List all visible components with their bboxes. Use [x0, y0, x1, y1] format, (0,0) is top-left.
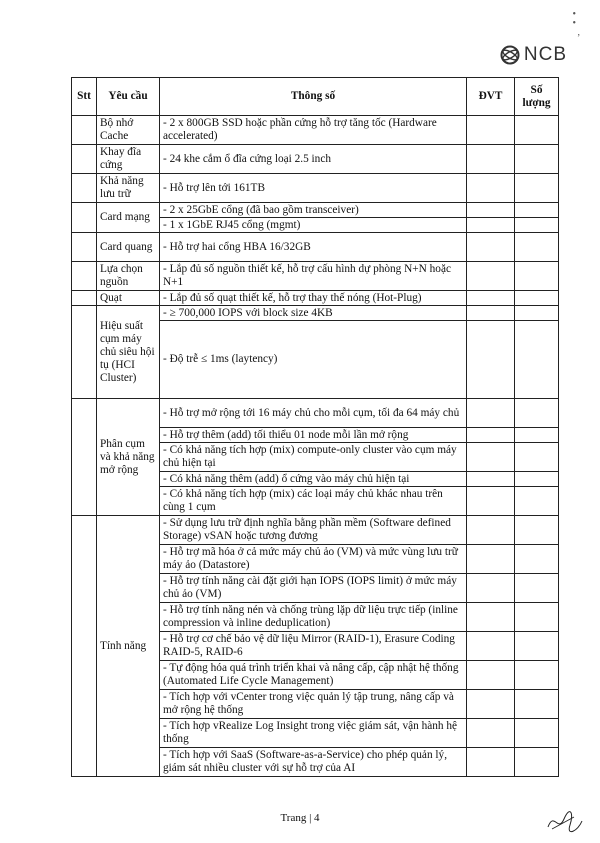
stt-cell: [72, 203, 97, 233]
scan-marks: • • ,: [572, 9, 580, 38]
unit-cell: [467, 632, 515, 661]
header-qty: Số lượng: [515, 78, 559, 116]
unit-cell: [467, 603, 515, 632]
spec-cell: - Hỗ trợ mở rộng tới 16 máy chủ cho mỗi cụm, tối đa 64 máy chủ: [160, 399, 467, 428]
spec-cell: - 2 x 25GbE cổng (đã bao gồm transceiver): [160, 203, 467, 218]
spec-cell: - Hỗ trợ tính năng cài đặt giới hạn IOPS (IOPS limit) ở mức máy chủ ảo (VM): [160, 574, 467, 603]
page-footer: Trang | 4: [280, 812, 320, 824]
spec-cell: - Tích hợp với SaaS (Software-as-a-Service) cho phép quản lý, giám sát nhiều cluster với sự hỗ trợ của AI: [160, 748, 467, 777]
table-row: [72, 262, 559, 291]
spec-cell: - Hỗ trợ mã hóa ở cả mức máy chủ ảo (VM) và mức vùng lưu trữ máy ảo (Datastore): [160, 545, 467, 574]
spec-cell: - Hỗ trợ cơ chế bảo vệ dữ liệu Mirror (RAID-1), Erasure Coding RAID-5, RAID-6: [160, 632, 467, 661]
unit-cell: [467, 174, 515, 203]
unit-cell: [467, 661, 515, 690]
header-requirement: Yêu cầu: [97, 78, 160, 116]
table-row: [72, 233, 559, 262]
qty-cell: [515, 428, 559, 443]
unit-cell: [467, 116, 515, 145]
stt-cell: [72, 291, 97, 306]
spec-cell: - 1 x 1GbE RJ45 cổng (mgmt): [160, 218, 467, 233]
header-unit: ĐVT: [467, 78, 515, 116]
table-row: [72, 516, 559, 545]
qty-cell: [515, 321, 559, 399]
qty-cell: [515, 487, 559, 516]
stt-cell: [72, 306, 97, 399]
requirement-cell: Khả năng lưu trữ: [97, 174, 160, 203]
table-row: [72, 399, 559, 428]
unit-cell: [467, 574, 515, 603]
unit-cell: [467, 748, 515, 777]
qty-cell: [515, 603, 559, 632]
spec-table-body: [72, 116, 559, 777]
requirement-cell: Quạt: [97, 291, 160, 306]
table-row: [72, 291, 559, 306]
spec-cell: - Hỗ trợ lên tới 161TB: [160, 174, 467, 203]
spec-cell: - Lắp đủ số quạt thiết kế, hỗ trợ thay thế nóng (Hot-Plug): [160, 291, 467, 306]
unit-cell: [467, 399, 515, 428]
stt-cell: [72, 399, 97, 516]
stt-cell: [72, 174, 97, 203]
requirement-cell: Khay đĩa cứng: [97, 145, 160, 174]
qty-cell: [515, 545, 559, 574]
qty-cell: [515, 690, 559, 719]
unit-cell: [467, 262, 515, 291]
requirement-cell: Card mạng: [97, 203, 160, 233]
table-row: [72, 116, 559, 145]
unit-cell: [467, 306, 515, 321]
requirement-cell: Card quang: [97, 233, 160, 262]
ncb-logo: [500, 44, 567, 66]
spec-cell: - Có khả năng thêm (add) ổ cứng vào máy chủ hiện tại: [160, 472, 467, 487]
unit-cell: [467, 719, 515, 748]
unit-cell: [467, 545, 515, 574]
unit-cell: [467, 218, 515, 233]
unit-cell: [467, 690, 515, 719]
qty-cell: [515, 218, 559, 233]
qty-cell: [515, 233, 559, 262]
qty-cell: [515, 116, 559, 145]
unit-cell: [467, 203, 515, 218]
qty-cell: [515, 306, 559, 321]
requirement-cell: Phân cụm và khả năng mở rộng: [97, 399, 160, 516]
spec-cell: - Tự động hóa quá trình triển khai và nâng cấp, cập nhật hệ thống (Automated Life Cycle Management): [160, 661, 467, 690]
spec-cell: - Tích hợp vRealize Log Insight trong việc giám sát, vận hành hệ thống: [160, 719, 467, 748]
requirement-cell: Lựa chọn nguồn: [97, 262, 160, 291]
qty-cell: [515, 472, 559, 487]
qty-cell: [515, 399, 559, 428]
logo-text: NCB: [523, 44, 567, 65]
qty-cell: [515, 291, 559, 306]
header-stt: Stt: [72, 78, 97, 116]
stt-cell: [72, 233, 97, 262]
unit-cell: [467, 233, 515, 262]
requirement-cell: Tính năng: [97, 516, 160, 777]
qty-cell: [515, 574, 559, 603]
qty-cell: [515, 174, 559, 203]
spec-cell: - Có khả năng tích hợp (mix) compute-only cluster vào cụm máy chủ hiện tại: [160, 443, 467, 472]
spec-cell: - Độ trễ ≤ 1ms (laytency): [160, 321, 467, 399]
unit-cell: [467, 487, 515, 516]
requirement-cell: Bộ nhớ Cache: [97, 116, 160, 145]
header-spec: Thông số: [160, 78, 467, 116]
table-header-row: [72, 78, 559, 116]
spec-cell: - Lắp đủ số nguồn thiết kế, hỗ trợ cấu hình dự phòng N+N hoặc N+1: [160, 262, 467, 291]
qty-cell: [515, 719, 559, 748]
stt-cell: [72, 145, 97, 174]
qty-cell: [515, 632, 559, 661]
qty-cell: [515, 145, 559, 174]
spec-cell: - Sử dụng lưu trữ định nghĩa bằng phần mềm (Software defined Storage) vSAN hoặc tương đương: [160, 516, 467, 545]
ncb-logo-icon: [500, 45, 520, 65]
qty-cell: [515, 443, 559, 472]
unit-cell: [467, 516, 515, 545]
stt-cell: [72, 116, 97, 145]
qty-cell: [515, 661, 559, 690]
spec-cell: - 2 x 800GB SSD hoặc phần cứng hỗ trợ tăng tốc (Hardware accelerated): [160, 116, 467, 145]
spec-cell: - Hỗ trợ thêm (add) tối thiểu 01 node mỗi lần mở rộng: [160, 428, 467, 443]
spec-cell: - Hỗ trợ hai cổng HBA 16/32GB: [160, 233, 467, 262]
table-row: [72, 174, 559, 203]
unit-cell: [467, 321, 515, 399]
unit-cell: [467, 291, 515, 306]
spec-cell: - Có khả năng tích hợp (mix) các loại máy chủ khác nhau trên cùng 1 cụm: [160, 487, 467, 516]
table-row: [72, 203, 559, 218]
unit-cell: [467, 443, 515, 472]
qty-cell: [515, 516, 559, 545]
qty-cell: [515, 203, 559, 218]
stt-cell: [72, 516, 97, 777]
qty-cell: [515, 262, 559, 291]
table-row: [72, 306, 559, 321]
spec-cell: - Hỗ trợ tính năng nén và chống trùng lặp dữ liệu trực tiếp (inline compression và inline deduplication): [160, 603, 467, 632]
signature-mark: [544, 807, 584, 835]
table-row: [72, 145, 559, 174]
spec-cell: - ≥ 700,000 IOPS với block size 4KB: [160, 306, 467, 321]
stt-cell: [72, 262, 97, 291]
spec-cell: - 24 khe cắm ổ đĩa cứng loại 2.5 inch: [160, 145, 467, 174]
unit-cell: [467, 472, 515, 487]
requirement-cell: Hiệu suất cụm máy chủ siêu hội tụ (HCI Cluster): [97, 306, 160, 399]
unit-cell: [467, 145, 515, 174]
unit-cell: [467, 428, 515, 443]
qty-cell: [515, 748, 559, 777]
spec-cell: - Tích hợp với vCenter trong việc quản lý tập trung, nâng cấp và mở rộng hệ thống: [160, 690, 467, 719]
spec-table: [71, 77, 559, 777]
